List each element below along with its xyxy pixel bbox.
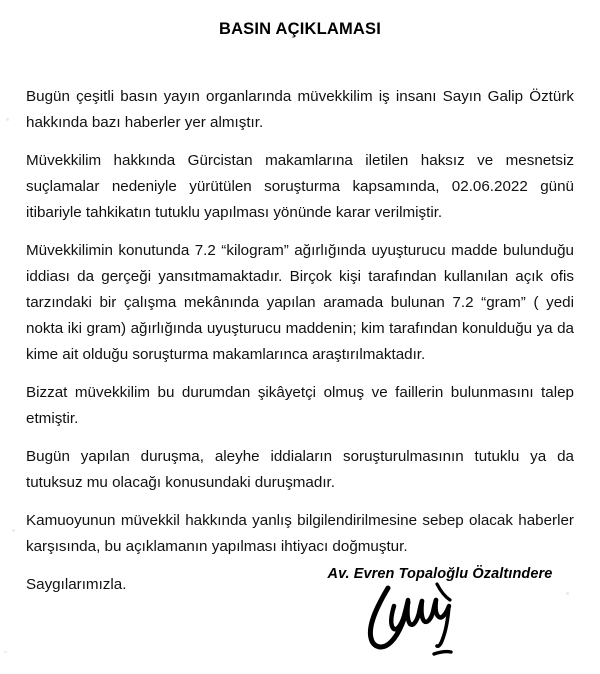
scan-artifact (4, 651, 7, 653)
handwritten-signature-icon (358, 582, 488, 662)
signature-block (300, 566, 580, 666)
signature-name: Av. Evren Topaloğlu Özaltındere (327, 566, 553, 582)
paragraph-3: Müvekkilimin konutunda 7.2 “kilogram” ağırlığında uyuşturucu madde bulunduğu iddiası da gerçeği yansıtmamaktadır. Birçok kişi tarafından kullanılan açık ofis tarzındaki bir çalışma mekânında yapılan aramada bulunan 7.2 “gram” ( yedi nokta iki gram) ağırlığında uyuşturucu maddenin; kim tarafından konulduğu ya da kime ait olduğu soruşturma makamlarınca araştırılmaktadır. (26, 242, 574, 363)
page-title: BASIN AÇIKLAMASI (218, 20, 382, 38)
document-body (26, 84, 574, 598)
paragraph-7-closing: Saygılarımızla. (26, 576, 127, 593)
paragraph-2: Müvekkilim hakkında Gürcistan makamlarına iletilen haksız ve mesnetsiz suçlamalar nedeniyle yürütülen soruşturma kapsamında, 02.06.2022 günü itibariyle tahkikatın tutuklu yapılması yönünde karar verilmiştir. (26, 152, 574, 221)
scan-artifact (6, 118, 9, 121)
paragraph-4: Bizzat müvekkilim bu durumdan şikâyetçi olmuş ve faillerin bulunmasını talep etmiştir. (26, 384, 574, 427)
paragraph-1: Bugün çeşitli basın yayın organlarında müvekkilim iş insanı Sayın Galip Öztürk hakkında bazı haberler yer almıştır. (26, 88, 574, 131)
scan-artifact (12, 529, 15, 532)
paragraph-5: Bugün yapılan duruşma, aleyhe iddiaların soruşturulmasının tutuklu ya da tutuksuz mu olacağı konusundaki duruşmadır. (26, 448, 574, 491)
paragraph-6: Kamuoyunun müvekkil hakkında yanlış bilgilendirilmesine sebep olacak haberler karşısında, bu açıklamanın yapılması ihtiyacı doğmuştur. (26, 512, 574, 555)
